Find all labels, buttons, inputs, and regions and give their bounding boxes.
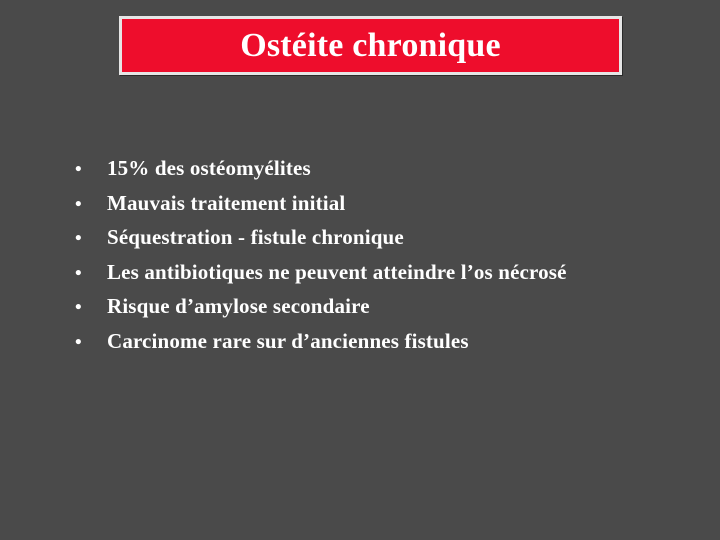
bullet-icon: • <box>75 159 82 180</box>
list-item <box>75 294 567 329</box>
bullet-icon: • <box>75 193 82 215</box>
list-item <box>75 156 567 191</box>
title-box <box>119 16 622 75</box>
bullet-text: Risque d’amylose secondaire <box>107 294 370 318</box>
list-item <box>75 225 567 260</box>
bullet-text: Séquestration - fistule chronique <box>107 225 404 249</box>
bullet-icon: • <box>75 262 82 284</box>
list-item <box>75 329 567 364</box>
bullet-icon: • <box>75 297 82 318</box>
list-item <box>75 260 567 295</box>
bullet-text: Les antibiotiques ne peuvent atteindre l’os nécrosé <box>107 259 567 284</box>
bullet-icon: • <box>75 331 82 353</box>
bullet-text: 15% des ostéomyélites <box>107 156 311 180</box>
bullet-text: Carcinome rare sur d’anciennes fistules <box>107 328 469 353</box>
bullet-icon: • <box>75 228 82 249</box>
bullet-list <box>75 156 567 363</box>
slide-title: Ostéite chronique <box>240 27 501 64</box>
bullet-text: Mauvais traitement initial <box>107 190 346 215</box>
list-item <box>75 191 567 226</box>
